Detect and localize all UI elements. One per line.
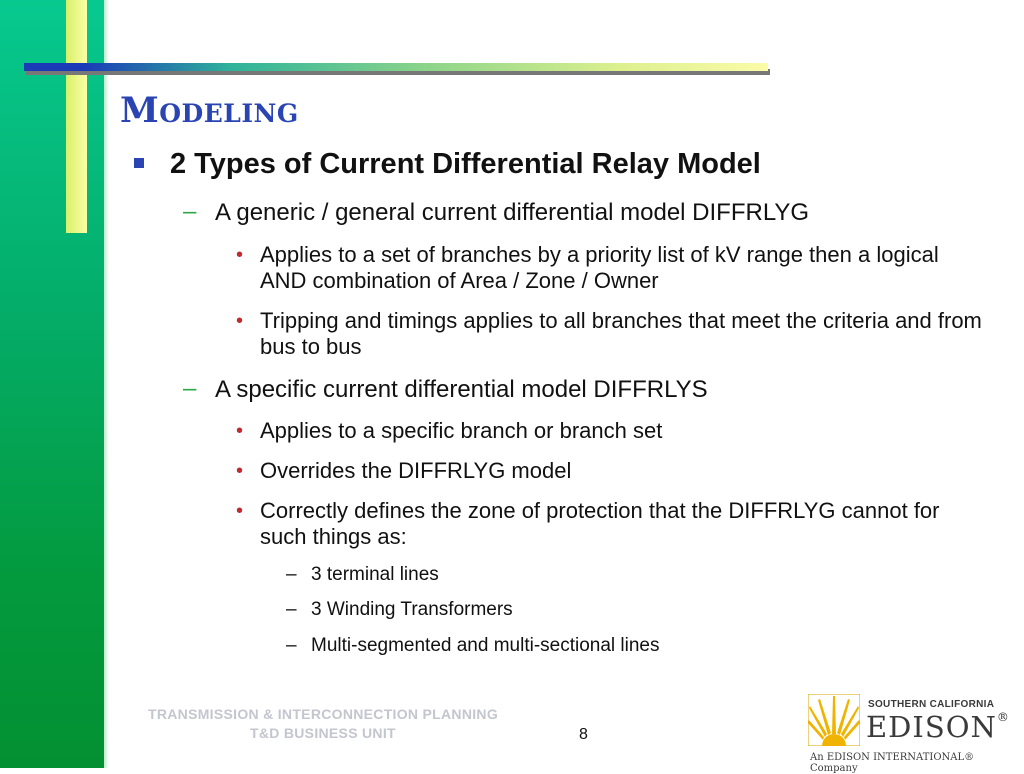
logo-subtitle: An EDISON INTERNATIONAL® Company [810,752,975,774]
sub-bullet-item: 3 terminal lines [311,564,439,585]
square-bullet-icon [134,158,144,168]
dash-bullet-icon: – [183,375,197,402]
edison-sun-logo-icon [808,694,860,746]
slide-title: Modeling [120,90,299,131]
band-shadow [104,0,109,768]
footer-line-2: T&D BUSINESS UNIT [250,725,396,741]
dot-bullet-icon: • [236,460,244,482]
dot-bullet-icon: • [236,500,244,522]
dot-bullet-icon: • [236,244,244,266]
bullet-item: Applies to a set of branches by a priority list of kV range then a logical AND combination of Area / Zone / Owner [260,242,939,293]
sub-bullet-item: 3 Winding Transformers [311,599,513,620]
logo-registered: ® [996,710,1010,724]
bullet-item: Overrides the DIFFRLYG model [260,458,572,483]
bullet-item: Correctly defines the zone of protection that the DIFFRLYG cannot for such things as: [260,498,940,549]
vertical-accent-bar [66,0,87,233]
logo-wordmark [866,710,1010,744]
bullet-item: Tripping and timings applies to all branches that meet the criteria and from bus to bus [260,308,982,359]
dash-bullet-icon: – [286,599,297,620]
footer-line-1: TRANSMISSION & INTERCONNECTION PLANNING [148,706,499,722]
logo-top-text: SOUTHERN CALIFORNIA [868,699,995,710]
sub-bullet-item: Multi-segmented and multi-sectional lines [311,635,660,656]
dot-bullet-icon: • [236,310,244,332]
main-heading: 2 Types of Current Differential Relay Model [170,148,761,180]
logo-name: EDISON [866,710,997,744]
dash-bullet-icon: – [286,635,297,656]
bullet-item: Applies to a specific branch or branch set [260,418,663,443]
dash-bullet-icon: – [183,198,197,225]
left-green-band [0,0,104,768]
dot-bullet-icon: • [236,420,244,442]
dash-bullet-icon: – [286,564,297,585]
page-number: 8 [579,726,588,743]
horizontal-accent-bar [24,63,768,71]
sub-heading-specific: A specific current differential model DIFFRLYS [215,376,708,403]
sub-heading-generic: A generic / general current differential model DIFFRLYG [215,199,810,226]
